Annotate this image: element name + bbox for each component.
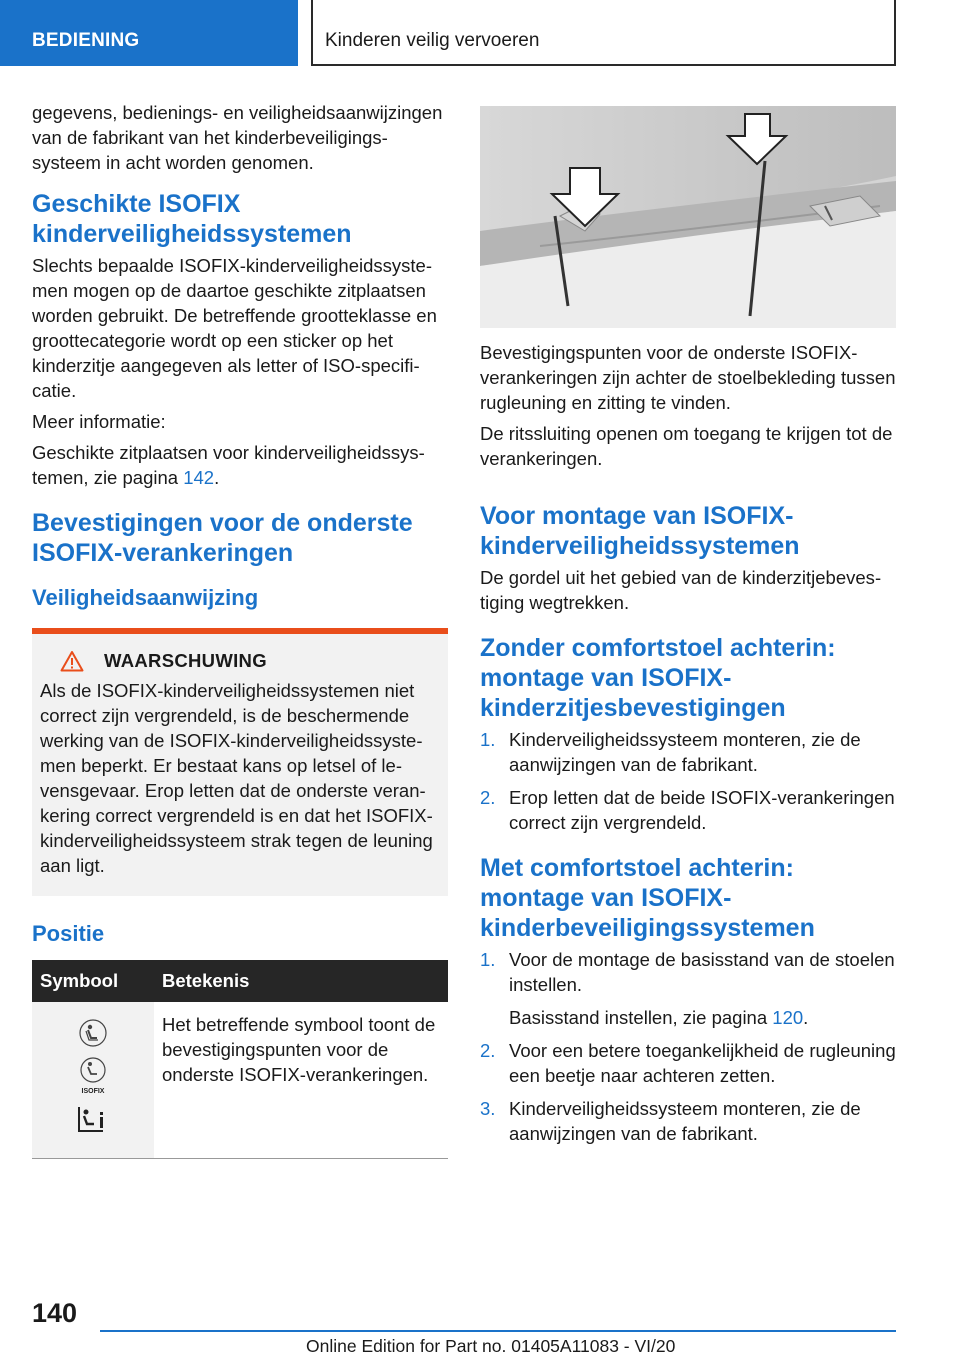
sub-step: Basisstand instellen, zie pagina 120. bbox=[509, 1007, 809, 1028]
footer-edition: Online Edition for Part no. 01405A11083 - VI/20 bbox=[306, 1336, 676, 1356]
heading-without-comfort-seat: Zonder comfortstoel achterin: montage van ISOFIX-kinderzitjesbevestigingen bbox=[480, 634, 836, 722]
warning-title-row bbox=[40, 650, 438, 672]
warning-triangle-icon bbox=[60, 650, 84, 672]
page-number: 140 bbox=[32, 1298, 78, 1328]
list-with-comfort-seat bbox=[480, 947, 896, 1146]
warning-title: WAARSCHUWING bbox=[104, 650, 267, 671]
reference-paragraph: Geschikte zitplaatsen voor kinderveiligheidssystemen, zie pagina 142. bbox=[32, 442, 425, 488]
header-section-label: BEDIENING bbox=[32, 30, 140, 51]
photo-caption: Bevestigingspunten voor de onderste ISOFIX-verankeringen zijn achter de stoelbekleding tussen rugleuning en zitting te vinden. bbox=[480, 342, 896, 413]
heading-with-comfort-seat: Met comfortstoel achterin: montage van ISOFIX-kinderbeveiligingssystemen bbox=[480, 854, 815, 942]
symbol-table bbox=[32, 960, 448, 1159]
before-paragraph: De gordel uit het gebied van de kinderzitjebevestiging wegtrekken. bbox=[480, 567, 882, 613]
list-item: 2. Erop letten dat de beide ISOFIX-verankeringen correct zijn vergrendeld. bbox=[480, 787, 895, 833]
symbol-table-header bbox=[32, 960, 448, 1002]
isofix-seat-icon bbox=[78, 1018, 108, 1048]
col-meaning-header: Betekenis bbox=[154, 960, 448, 1002]
footer-divider bbox=[100, 1330, 896, 1332]
isofix-label-icon bbox=[78, 1056, 108, 1096]
warning-box bbox=[32, 628, 448, 896]
suitable-paragraph: Slechts bepaalde ISOFIX-kinderveiligheidssystemen mogen op de daartoe geschikte zitplaatsen worden gebruikt. De betreffende grootteklasse en groottecategorie wordt op een sticker op het kinderzitje aangegeven als letter of ISO-specificatie. bbox=[32, 255, 437, 401]
page-link-142[interactable]: 142 bbox=[183, 467, 215, 488]
heading-suitable-isofix: Geschikte ISOFIX kinderveiligheidssystemen bbox=[32, 190, 352, 248]
isofix-anchor-photo bbox=[480, 106, 896, 328]
list-without-comfort-seat bbox=[480, 727, 896, 835]
more-info-label: Meer informatie: bbox=[32, 411, 166, 432]
header-chapter-label: Kinderen veilig vervoeren bbox=[325, 30, 540, 51]
intro-paragraph: gegevens, bedienings- en veiligheidsaanwijzingen van de fabrikant van het kinderbeveiligingssysteem in acht worden genomen. bbox=[32, 102, 443, 173]
col-symbol-header: Symbool bbox=[32, 960, 154, 1002]
warning-text: Als de ISOFIX-kinderveiligheidssystemen niet correct zijn vergrendeld, is de beschermende werking van de ISOFIX-kinderveiligheidssystemen beperkt. Er bestaat kans op letsel of levensgevaar. Erop letten dat de onderste verankering correct vergrendeld is en dat het ISOFIX-kinderveiligheidssysteem strak tegen de leuning aan ligt. bbox=[40, 680, 433, 876]
page-link-120[interactable]: 120 bbox=[772, 1007, 804, 1028]
header-chapter-box bbox=[311, 0, 896, 66]
heading-safety-note: Veiligheidsaanwijzing bbox=[32, 585, 259, 610]
isofix-info-icon bbox=[76, 1104, 110, 1134]
right-column bbox=[480, 100, 896, 1154]
zipper-paragraph: De ritssluiting openen om toegang te krijgen tot de verankeringen. bbox=[480, 423, 893, 469]
heading-before-mounting: Voor montage van ISOFIX-kinderveiligheidssystemen bbox=[480, 502, 800, 560]
table-row bbox=[32, 1002, 448, 1159]
list-item: 1. Voor de montage de basisstand van de stoelen instellen. Basisstand instellen, zie pagina 120. bbox=[480, 949, 895, 1028]
header-section-tab bbox=[0, 0, 298, 66]
list-item: 2. Voor een betere toegankelijkheid de rugleuning een beetje naar achteren zetten. bbox=[480, 1040, 896, 1086]
svg-text:ISOFIX: ISOFIX bbox=[81, 1088, 105, 1095]
list-item: 1. Kinderveiligheidssysteem monteren, zie de aanwijzingen van de fabrikant. bbox=[480, 729, 861, 775]
symbol-cell bbox=[32, 1002, 154, 1159]
left-column bbox=[32, 100, 448, 1159]
heading-position: Positie bbox=[32, 921, 105, 946]
list-item: 3. Kinderveiligheidssysteem monteren, zie de aanwijzingen van de fabrikant. bbox=[480, 1098, 861, 1144]
heading-lower-mounts: Bevestigingen voor de onderste ISOFIX-verankeringen bbox=[32, 509, 413, 567]
meaning-cell: Het betreffende symbool toont de bevestigingspunten voor de onderste ISOFIX-verankeringen. bbox=[162, 1014, 436, 1085]
